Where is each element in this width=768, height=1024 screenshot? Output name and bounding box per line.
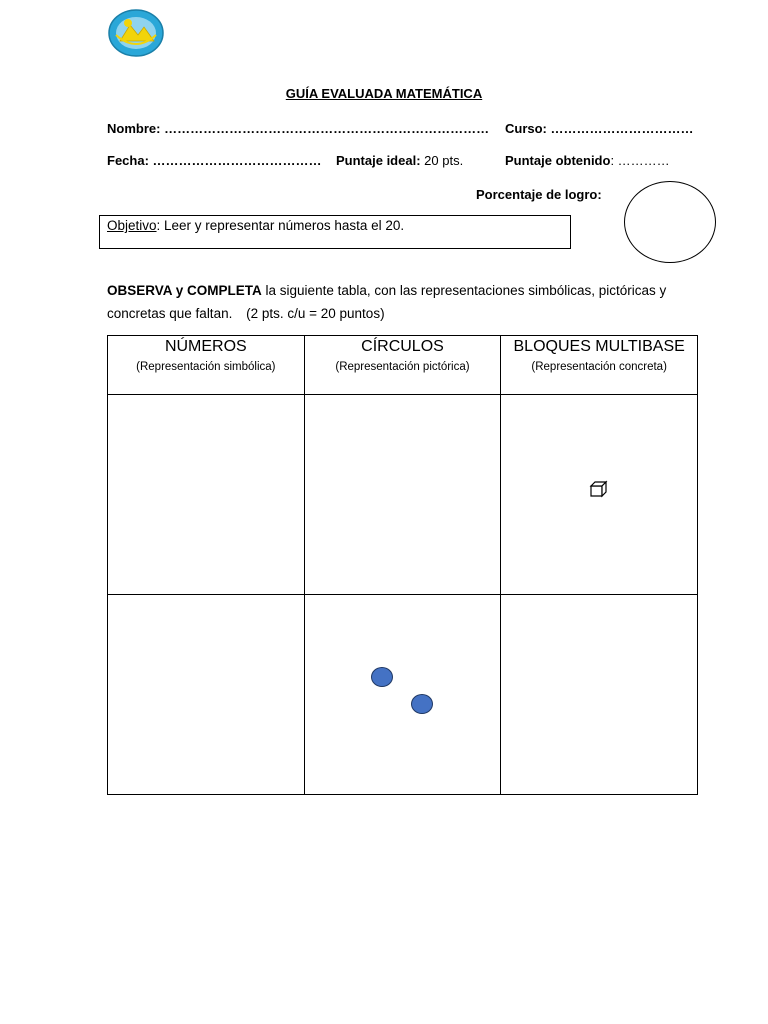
curso-row (505, 121, 694, 136)
puntaje-obtenido-row (505, 153, 670, 168)
objetivo-box (99, 215, 571, 249)
puntaje-ideal-row (336, 153, 463, 168)
column-subtitle: (Representación pictórica) (335, 361, 470, 373)
bloques-cell (501, 395, 698, 595)
table-row (108, 595, 698, 795)
fecha-label: Fecha: (107, 153, 149, 168)
porcentaje-label: Porcentaje de logro: (476, 187, 602, 202)
circulos-cell (304, 595, 501, 795)
nombre-field[interactable]: ………………………………………………………………… (164, 121, 490, 136)
objetivo-label: Objetivo (107, 218, 157, 233)
answer-cell-bloques[interactable] (501, 595, 698, 795)
instructions-text: la siguiente tabla, con las representaciones simbólicas, pictóricas y concretas que faltan. (107, 283, 667, 321)
table-row (108, 395, 698, 595)
instructions-points: (2 pts. c/u = 20 puntos) (246, 306, 385, 321)
nombre-row (107, 121, 489, 136)
column-title: NÚMEROS (164, 338, 247, 355)
column-header-numeros (108, 336, 305, 395)
school-crest-icon (108, 9, 164, 57)
nombre-label: Nombre: (107, 121, 161, 136)
puntaje-ideal-label: Puntaje ideal: (336, 153, 421, 168)
fecha-row (107, 153, 322, 168)
page-title: GUÍA EVALUADA MATEMÁTICA (285, 86, 483, 101)
porcentaje-row (476, 187, 602, 202)
puntaje-ideal-value: 20 pts. (424, 153, 464, 168)
column-title: CÍRCULOS (361, 338, 444, 355)
puntaje-obtenido-field[interactable]: : ………… (610, 153, 670, 168)
column-subtitle: (Representación concreta) (531, 361, 667, 373)
answer-cell-numero[interactable] (108, 595, 305, 795)
puntaje-obtenido-label: Puntaje obtenido (505, 153, 611, 168)
unit-cube-icon (589, 480, 609, 498)
column-title: BLOQUES MULTIBASE (513, 338, 685, 355)
blue-circle-icon (411, 694, 433, 714)
instructions (107, 279, 687, 325)
porcentaje-circle[interactable] (624, 181, 716, 263)
column-header-circulos (304, 336, 501, 395)
column-subtitle: (Representación simbólica) (136, 361, 276, 373)
column-header-bloques (501, 336, 698, 395)
curso-label: Curso: (505, 121, 547, 136)
blue-circle-icon (371, 667, 393, 687)
representation-table (107, 335, 698, 795)
curso-field[interactable]: …………………………… (550, 121, 694, 136)
answer-cell-numero[interactable] (108, 395, 305, 595)
objetivo-text: : Leer y representar números hasta el 20. (156, 218, 405, 233)
instructions-bold: OBSERVA y COMPLETA (107, 283, 262, 298)
answer-cell-circulos[interactable] (304, 395, 501, 595)
fecha-field[interactable]: ………………………………… (152, 153, 322, 168)
